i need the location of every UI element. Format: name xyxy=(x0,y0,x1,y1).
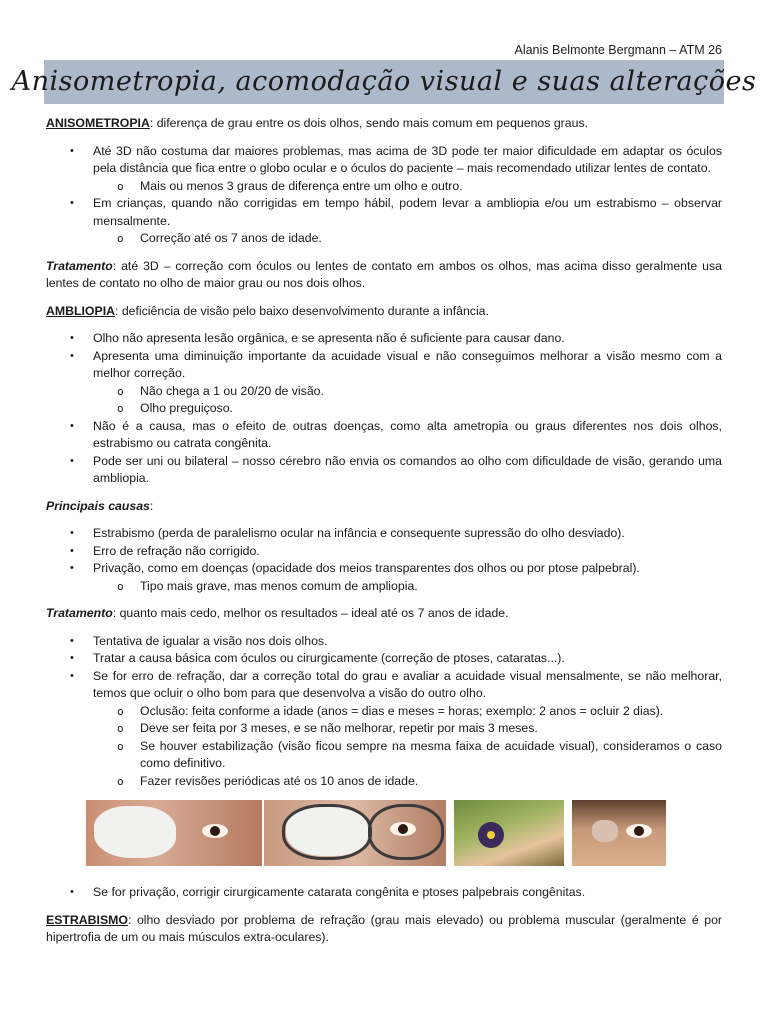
list-item: o Mais ou menos 3 graus de diferença entre um olho e outro. xyxy=(93,178,722,196)
estrabismo-definition: ESTRABISMO: olho desviado por problema de refração (grau mais elevado) ou problema muscular (geralmente é por hipertrofia de um ou mais músculos extra-oculares). xyxy=(46,912,722,944)
ambliopia-list xyxy=(46,330,722,488)
photo-boy-patch xyxy=(572,800,666,866)
document-body xyxy=(46,115,722,957)
list-item: o Não chega a 1 ou 20/20 de visão. xyxy=(93,383,722,401)
list-item: • Apresenta uma diminuição importante da acuidade visual e não conseguimos melhorar a visão mesmo com a melhor correção. o Não chega a 1 ou 20/20 de visão. o Olho preguiçoso. xyxy=(46,348,722,418)
term-estrabismo: ESTRABISMO xyxy=(46,912,128,927)
photo-girl-patch xyxy=(454,800,564,866)
bullet-icon: • xyxy=(70,886,74,898)
treatment-list xyxy=(46,633,722,791)
bullet-icon: • xyxy=(70,562,74,574)
bullet-icon: • xyxy=(70,349,74,362)
list-item: • Olho não apresenta lesão orgânica, e se apresenta não é suficiente para causar dano. xyxy=(46,330,722,348)
list-item: • Tentativa de igualar a visão nos dois olhos. xyxy=(46,633,722,651)
sub-bullet-icon: o xyxy=(117,704,124,718)
title-banner xyxy=(11,60,757,104)
eye xyxy=(626,824,652,838)
bullet-icon: • xyxy=(70,544,74,557)
flower-patch xyxy=(478,822,504,848)
sub-bullet-icon: o xyxy=(117,722,124,735)
sub-bullet-icon: o xyxy=(117,384,124,398)
list-item: • Tratar a causa básica com óculos ou cirurgicamente (correção de ptoses, cataratas...). xyxy=(46,650,722,668)
bullet-icon: • xyxy=(70,419,74,432)
photo-patch-glasses xyxy=(264,800,446,866)
skin-patch xyxy=(592,820,618,842)
bullet-icon: • xyxy=(70,634,74,647)
list-item: • Até 3D não costuma dar maiores problemas, mas acima de 3D pode ter maior dificuldade em adaptar os óculos pela distância que fica entre o globo ocular e o óculos do paciente – mais recomendado utilizar lentes de contato. o Mais ou menos 3 graus de diferença entre um olho e outro. xyxy=(46,143,722,196)
bullet-icon: • xyxy=(70,527,74,539)
bullet-icon: • xyxy=(70,144,74,157)
ambliopia-definition: AMBLIOPIA: deficiência de visão pelo baixo desenvolvimento durante a infância. xyxy=(46,303,489,318)
term-anisometropia: ANISOMETROPIA xyxy=(46,116,150,130)
ambliopia-treatment: Tratamento: quanto mais cedo, melhor os resultados – ideal até os 7 anos de idade. xyxy=(46,606,509,620)
list-item: o Se houver estabilização (visão ficou sempre na mesma faixa de acuidade visual), consideramos o caso como definitivo. xyxy=(117,738,722,770)
list-item: o Oclusão: feita conforme a idade (anos = dias e meses = horas; exemplo: 2 anos = ocluir 2 dias). xyxy=(93,703,722,721)
list-item: o Correção até os 7 anos de idade. xyxy=(93,230,722,248)
bullet-icon: • xyxy=(70,197,74,209)
bullet-icon: • xyxy=(70,332,74,344)
anisometropia-definition: ANISOMETROPIA: diferença de grau entre os dois olhos, sendo mais comum em pequenos graus. xyxy=(46,116,589,130)
eye-patch xyxy=(94,806,176,858)
sub-bullet-icon: o xyxy=(117,232,124,245)
list-item: • Estrabismo (perda de paralelismo ocular na infância e consequente supressão do olho desviado). xyxy=(46,525,722,543)
sub-bullet-icon: o xyxy=(117,739,124,753)
sub-bullet-icon: o xyxy=(117,774,124,788)
term-ambliopia: AMBLIOPIA xyxy=(46,303,115,318)
sub-bullet-icon: o xyxy=(117,179,124,193)
list-item: • Se for erro de refração, dar a correção total do grau e avaliar a acuidade visual mensalmente, se não melhorar, temos que ocluir o olho bom para que desenvolva a visão do outro olho. o Oclusão: feita conforme a idade (anos = dias e meses = horas; exemplo: 2 anos = ocluir 2 dias). o Deve ser feita por 3 meses, e se não melhorar, repetir por mais 3 meses. o Se houver estabilização (visão ficou sempre na mesma faixa de acuidade visual), consideramos o caso como definitivo. o Fazer revisões periódicas até os 10 anos de idade. xyxy=(46,668,722,791)
list-item: o Deve ser feita por 3 meses, e se não melhorar, repetir por mais 3 meses. xyxy=(93,720,722,738)
list-item: o Tipo mais grave, mas menos comum de ampliopia. xyxy=(93,578,722,596)
sub-bullet-icon: o xyxy=(117,402,124,415)
occlusion-photos xyxy=(46,800,722,870)
glasses-frame xyxy=(282,804,372,860)
list-item: o Olho preguiçoso. xyxy=(93,400,722,418)
sub-bullet-icon: o xyxy=(117,579,124,593)
causes-heading: Principais causas: xyxy=(46,498,154,513)
list-item: • Erro de refração não corrigido. xyxy=(46,543,722,561)
photo-eye-patch xyxy=(86,800,262,866)
causes-list xyxy=(46,525,722,595)
bullet-icon: • xyxy=(70,652,74,664)
page-title: Anisometropia, acomodação visual e suas alterações xyxy=(11,66,757,98)
list-item: • Não é a causa, mas o efeito de outras doenças, como alta ametropia ou graus diferentes nos dois olhos, estrabismo ou catrata congênita. xyxy=(70,418,722,450)
list-item: • Em crianças, quando não corrigidas em tempo hábil, podem levar a ambliopia e/ou um estrabismo – observar mensalmente. o Correção até os 7 anos de idade. xyxy=(46,195,722,248)
anisometropia-treatment: Tratamento: até 3D – correção com óculos ou lentes de contato em ambos os olhos, mas acima disso geralmente usa lentes de contato no olho de maior grau ou nos dois olhos. xyxy=(46,258,722,290)
bullet-icon: • xyxy=(70,669,74,682)
bullet-icon: • xyxy=(70,454,74,467)
eye xyxy=(390,822,416,836)
list-item: • Privação, como em doenças (opacidade dos meios transparentes dos olhos ou por ptose palpebral). o Tipo mais grave, mas menos comum de ampliopia. xyxy=(46,560,722,595)
anisometropia-list xyxy=(46,143,722,248)
privation-list xyxy=(46,884,722,902)
author-line: Alanis Belmonte Bergmann – ATM 26 xyxy=(514,43,722,57)
list-item: • Pode ser uni ou bilateral – nosso cérebro não envia os comandos ao olho com dificuldade de visão, gerando uma ambliopia. xyxy=(70,453,722,485)
list-item: o Fazer revisões periódicas até os 10 anos de idade. xyxy=(93,773,722,791)
list-item: • Se for privação, corrigir cirurgicamente catarata congênita e ptoses palpebrais congênitas. xyxy=(46,884,722,902)
eye xyxy=(202,824,228,838)
